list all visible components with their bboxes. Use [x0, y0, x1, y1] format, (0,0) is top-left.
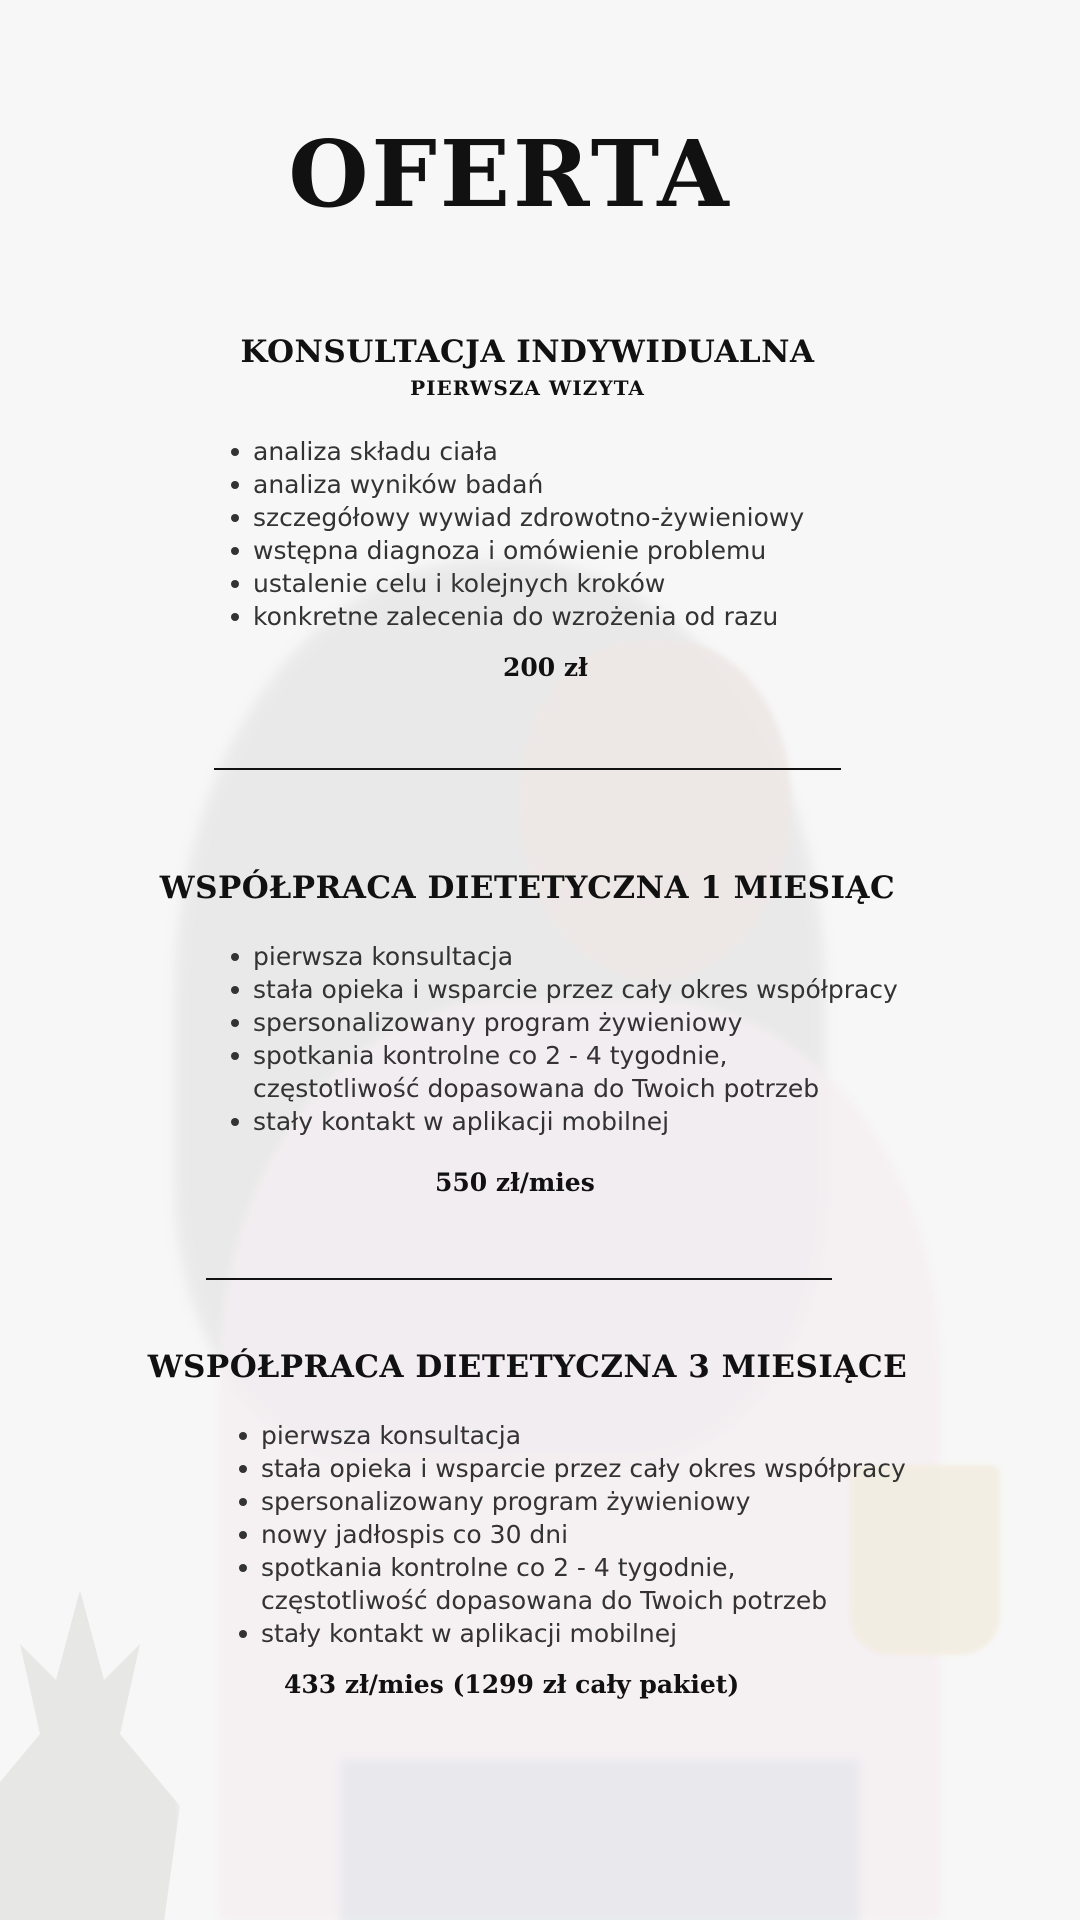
list-item: spotkania kontrolne co 2 - 4 tygodnie, [253, 1039, 898, 1072]
list-item: spotkania kontrolne co 2 - 4 tygodnie, [261, 1551, 906, 1584]
feature-list [253, 940, 898, 1138]
list-item-continuation: częstotliwość dopasowana do Twoich potrzeb [253, 1074, 820, 1103]
list-item: szczegółowy wywiad zdrowotno-żywieniowy [253, 503, 805, 532]
section-title: WSPÓŁPRACA DIETETYCZNA 3 MIESIĄCE [147, 1349, 908, 1385]
section-divider [214, 768, 841, 770]
section-title: WSPÓŁPRACA DIETETYCZNA 1 MIESIĄC [159, 870, 896, 906]
feature-list [253, 435, 804, 633]
price-label: 433 zł/mies (1299 zł cały pakiet) [284, 1670, 740, 1699]
list-item: stała opieka i wsparcie przez cały okres współpracy [253, 975, 898, 1004]
feature-list [261, 1419, 906, 1650]
list-item: konkretne zalecenia do wzrożenia od razu [253, 600, 804, 633]
list-item: stały kontakt w aplikacji mobilnej [261, 1617, 906, 1650]
list-item-continuation: częstotliwość dopasowana do Twoich potrzeb [261, 1586, 828, 1615]
list-item: stały kontakt w aplikacji mobilnej [253, 1105, 898, 1138]
list-item: ustalenie celu i kolejnych kroków [253, 567, 804, 600]
list-item: spersonalizowany program żywieniowy [253, 1006, 898, 1039]
page-title: OFERTA [288, 120, 732, 228]
price-label: 200 zł [503, 653, 588, 682]
list-item: pierwsza konsultacja [261, 1419, 906, 1452]
list-item: nowy jadłospis co 30 dni [261, 1518, 906, 1551]
section-title: KONSULTACJA INDYWIDUALNA [240, 334, 815, 370]
list-item: wstępna diagnoza i omówienie problemu [253, 534, 804, 567]
list-item: analiza wyników badań [253, 468, 804, 501]
price-label: 550 zł/mies [435, 1168, 595, 1197]
list-item: pierwsza konsultacja [253, 940, 898, 973]
list-item: spersonalizowany program żywieniowy [261, 1485, 906, 1518]
list-item: analiza składu ciała [253, 435, 804, 468]
section-subtitle: PIERWSZA WIZYTA [410, 376, 645, 400]
section-divider [206, 1278, 832, 1280]
list-item: stała opieka i wsparcie przez cały okres współpracy [261, 1454, 906, 1483]
